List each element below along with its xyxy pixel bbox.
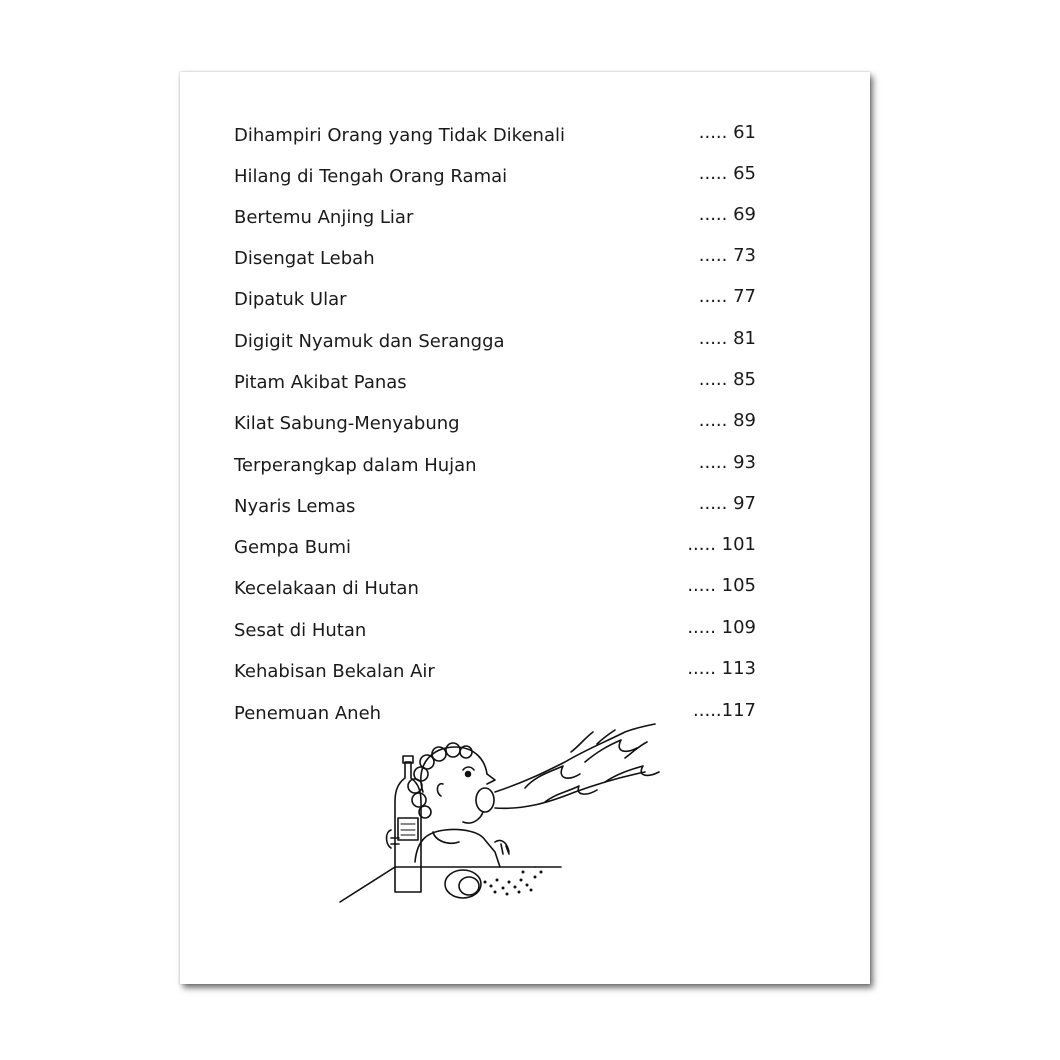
toc-entry [180,204,870,237]
toc-entry-title: Kehabisan Bekalan Air [234,661,435,682]
toc-entry [180,286,870,319]
toc-entry-page: ..... 73 [698,245,756,266]
toc-entry-page: ..... 85 [698,369,756,390]
tipped-cup [445,870,481,898]
toc-entry-page: ..... 61 [698,122,756,143]
bottle [395,756,421,892]
toc-entry [180,452,870,485]
toc-entry-page: ..... 105 [687,575,756,596]
toc-entry [180,534,870,567]
toc-entry-page: ..... 101 [687,534,756,555]
toc-entry [180,493,870,526]
shirt [415,829,500,867]
head [421,747,487,792]
toc-entry-page: ..... 77 [698,286,756,307]
toc-entry-page: ..... 93 [698,452,756,473]
toc-entry [180,658,870,691]
toc-entry-page: ..... 109 [687,617,756,638]
toc-entry-title: Pitam Akibat Panas [234,372,407,393]
toc-entry-title: Penemuan Aneh [234,703,382,724]
toc-entry-title: Kilat Sabung-Menyabung [234,413,460,434]
toc-entry [180,617,870,650]
curly-hair [408,743,472,818]
toc-entry-title: Dipatuk Ular [234,289,347,310]
open-mouth [476,788,494,812]
toc-entry [180,163,870,196]
toc-entry-page: ..... 65 [698,163,756,184]
toc-entry-page: ..... 81 [698,328,756,349]
toc-entry-title: Kecelakaan di Hutan [234,578,419,599]
fire-breathing-boy-illustration [335,722,675,912]
toc-entry-page: ..... 69 [698,204,756,225]
toc-entry [180,245,870,278]
toc-entry [180,328,870,361]
book-page [180,72,870,984]
toc-entry-title: Disengat Lebah [234,248,375,269]
toc-entry [180,369,870,402]
toc-entry-title: Bertemu Anjing Liar [234,207,414,228]
toc-entry [180,410,870,443]
toc-entry-page: ..... 113 [687,658,756,679]
toc-entry-title: Digigit Nyamuk dan Serangga [234,331,505,352]
fire-breath [495,724,659,808]
toc-entry-page: .....117 [693,700,756,721]
toc-entry-title: Dihampiri Orang yang Tidak Dikenali [234,125,565,146]
toc-entry-title: Gempa Bumi [234,537,352,558]
toc-entry-title: Hilang di Tengah Orang Ramai [234,166,508,187]
toc-entry [180,122,870,155]
toc-entry [180,575,870,608]
spilled-grains [484,871,543,896]
toc-entry-page: ..... 89 [698,410,756,431]
table-edge [340,867,535,902]
toc-entry-title: Nyaris Lemas [234,496,356,517]
toc-entry-title: Sesat di Hutan [234,620,367,641]
toc-entry-page: ..... 97 [698,493,756,514]
toc-entry-title: Terperangkap dalam Hujan [234,455,477,476]
